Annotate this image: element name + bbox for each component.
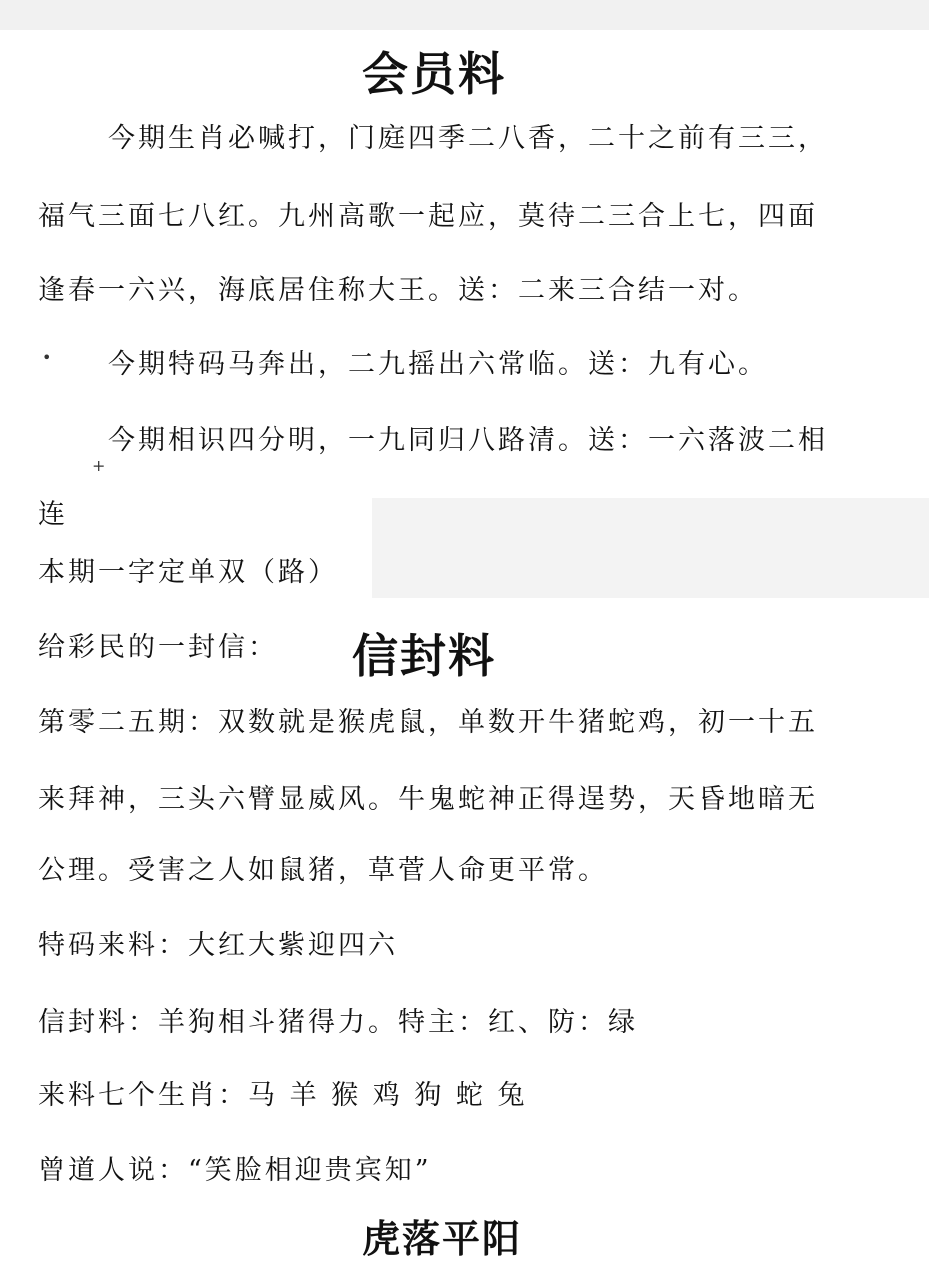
text-line: 曾道人说：“笑脸相迎贵宾知” <box>38 1155 432 1186</box>
footer-title: 虎落平阳 <box>362 1216 523 1261</box>
text-line: 逢春一六兴，海底居住称大王。送：二来三合结一对。 <box>38 275 758 306</box>
text-line: 来拜神，三头六臂显威风。牛鬼蛇神正得逞势，天昏地暗无 <box>38 784 818 815</box>
text-line: 来料七个生肖：马 羊 猴 鸡 狗 蛇 兔 <box>38 1080 528 1111</box>
text-line: 今期生肖必喊打，门庭四季二八香，二十之前有三三， <box>108 123 828 154</box>
text-line: 今期相识四分明，一九同归八路清。送：一六落波二相 <box>108 425 828 456</box>
text-line: 特码来料：大红大紫迎四六 <box>38 930 398 961</box>
title-envelope: 信封料 <box>352 629 496 683</box>
text-line: 第零二五期：双数就是猴虎鼠，单数开牛猪蛇鸡，初一十五 <box>38 707 818 738</box>
text-line: 公理。受害之人如鼠猪，草菅人命更平常。 <box>38 855 608 886</box>
text-line: 今期特码马奔出，二九摇出六常临。送：九有心。 <box>108 349 768 380</box>
text-line: 福气三面七八红。九州高歌一起应，莫待二三合上七，四面 <box>38 201 818 232</box>
text-line: 本期一字定单双（路） <box>38 557 338 588</box>
scan-mark: • <box>42 348 52 367</box>
gray-panel <box>372 498 929 598</box>
text-line: 连 <box>38 499 68 530</box>
text-line: 信封料：羊狗相斗猪得力。特主：红、防：绿 <box>38 1007 638 1038</box>
text-line: 给彩民的一封信： <box>38 632 278 663</box>
top-bar <box>0 0 929 30</box>
scan-mark: + <box>92 456 106 475</box>
title-member-info: 会员料 <box>362 47 506 101</box>
